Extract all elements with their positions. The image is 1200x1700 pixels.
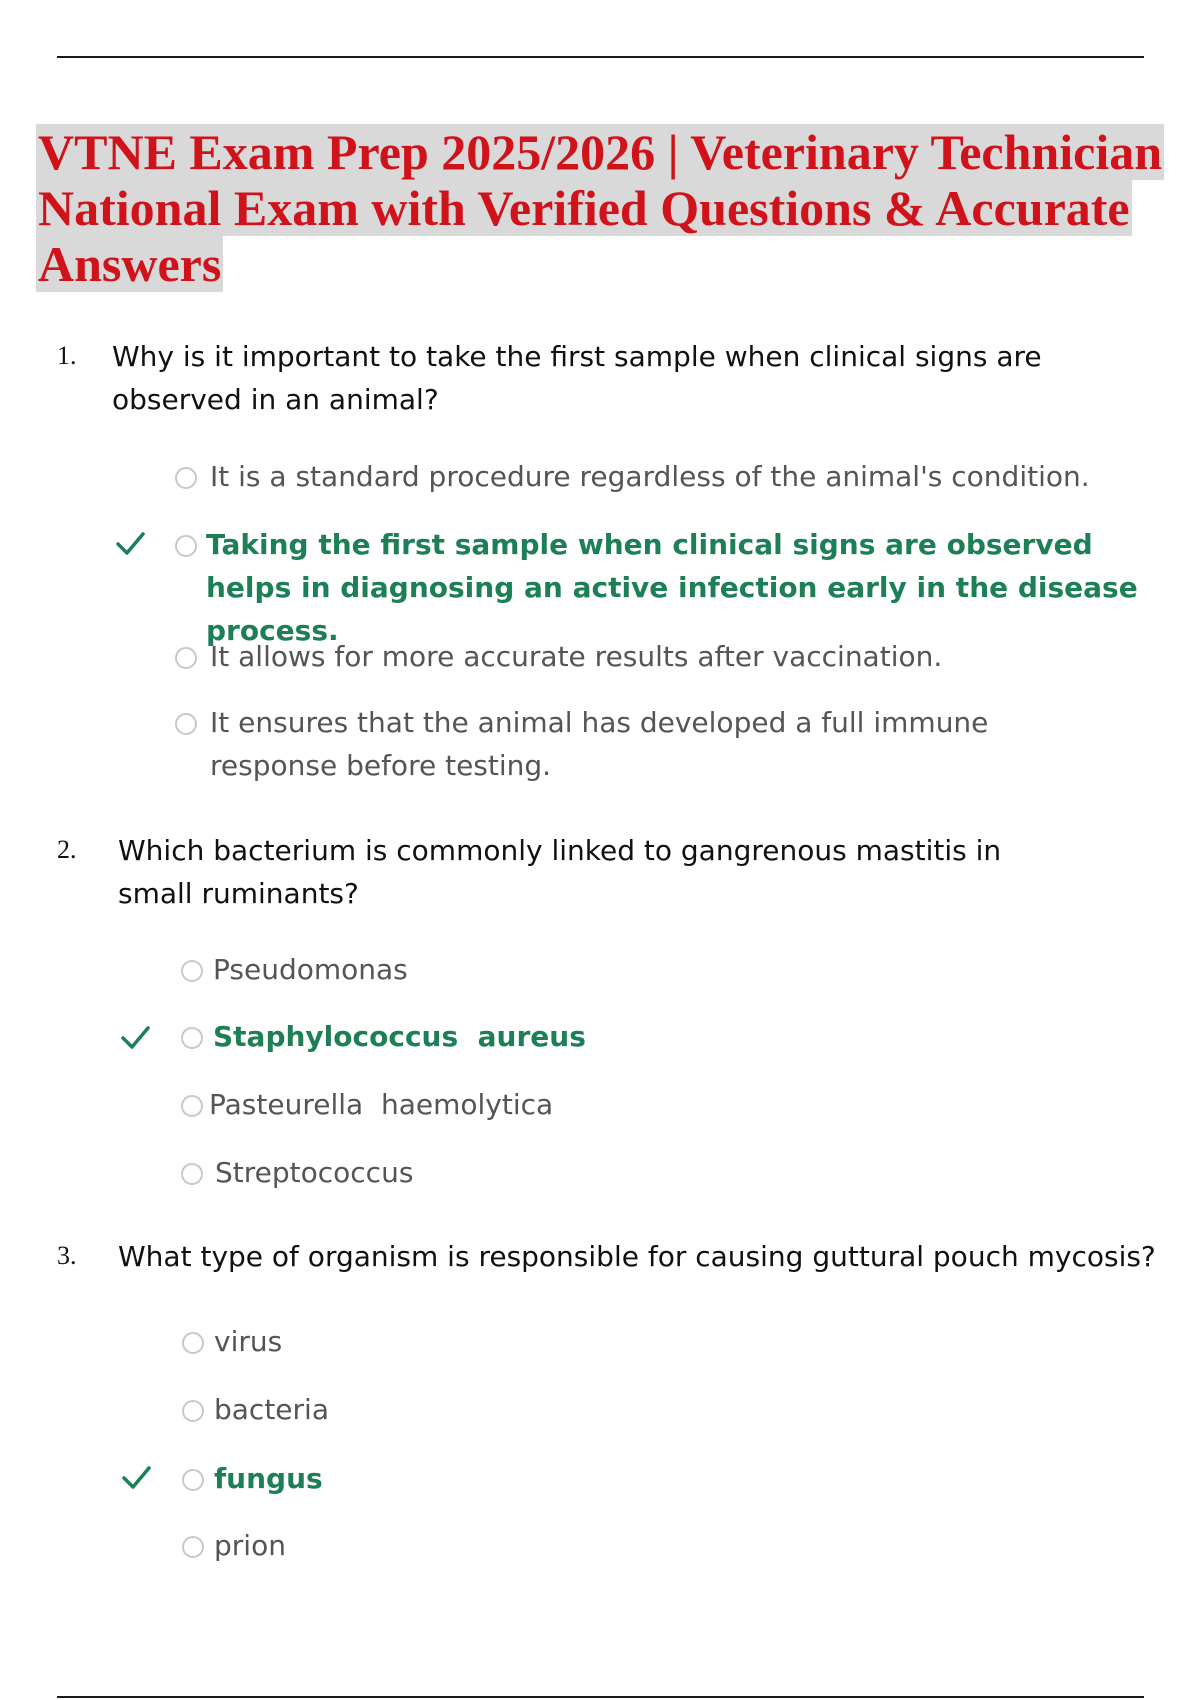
bottom-rule xyxy=(57,1696,1144,1698)
title-block xyxy=(36,124,1166,292)
answer-option-text: fungus xyxy=(214,1462,323,1495)
answer-option-text: It allows for more accurate results after vaccination. xyxy=(210,640,943,673)
answer-option-text: Pseudomonas xyxy=(213,953,408,986)
radio-button[interactable] xyxy=(181,960,203,982)
answer-option-text: Staphylococcus aureus xyxy=(213,1020,586,1053)
answer-option-text: It is a standard procedure regardless of the animal's condition. xyxy=(210,460,1090,493)
answer-option-text: Streptococcus xyxy=(215,1156,414,1189)
radio-button[interactable] xyxy=(175,467,197,489)
checkmark-icon xyxy=(115,529,145,559)
top-rule xyxy=(57,56,1144,58)
radio-button[interactable] xyxy=(175,713,197,735)
answer-option-text: Taking the first sample when clinical signs are observed helps in diagnosing an active infection early in the disease process. xyxy=(206,528,1138,647)
radio-button[interactable] xyxy=(182,1332,204,1354)
question-number: 1. xyxy=(57,341,77,370)
radio-button[interactable] xyxy=(182,1400,204,1422)
question-number: 3. xyxy=(57,1241,77,1270)
answer-option-text: Pasteurella haemolytica xyxy=(209,1088,554,1121)
checkmark-icon xyxy=(121,1463,151,1493)
radio-button[interactable] xyxy=(181,1095,203,1117)
document-title-text: VTNE Exam Prep 2025/2026 | Veterinary Technician National Exam with Verified Questions & Accurate Answers xyxy=(38,124,1163,292)
radio-button[interactable] xyxy=(181,1163,203,1185)
question-number: 2. xyxy=(57,835,77,864)
radio-button[interactable] xyxy=(181,1027,203,1049)
radio-button[interactable] xyxy=(175,647,197,669)
answer-option-text: bacteria xyxy=(214,1393,329,1426)
document-title xyxy=(36,124,1166,292)
answer-option-text: It ensures that the animal has developed a full immune response before testing. xyxy=(210,706,989,782)
answer-option-text: virus xyxy=(214,1325,283,1358)
question-text: What type of organism is responsible for causing guttural pouch mycosis? xyxy=(118,1240,1156,1273)
checkmark-icon xyxy=(120,1023,150,1053)
radio-button[interactable] xyxy=(182,1536,204,1558)
answer-option-text: prion xyxy=(214,1529,286,1562)
radio-button[interactable] xyxy=(175,535,197,557)
radio-button[interactable] xyxy=(182,1469,204,1491)
question-text: Which bacterium is commonly linked to gangrenous mastitis in small ruminants? xyxy=(118,834,1002,910)
question-text: Why is it important to take the first sample when clinical signs are observed in an animal? xyxy=(112,340,1042,416)
